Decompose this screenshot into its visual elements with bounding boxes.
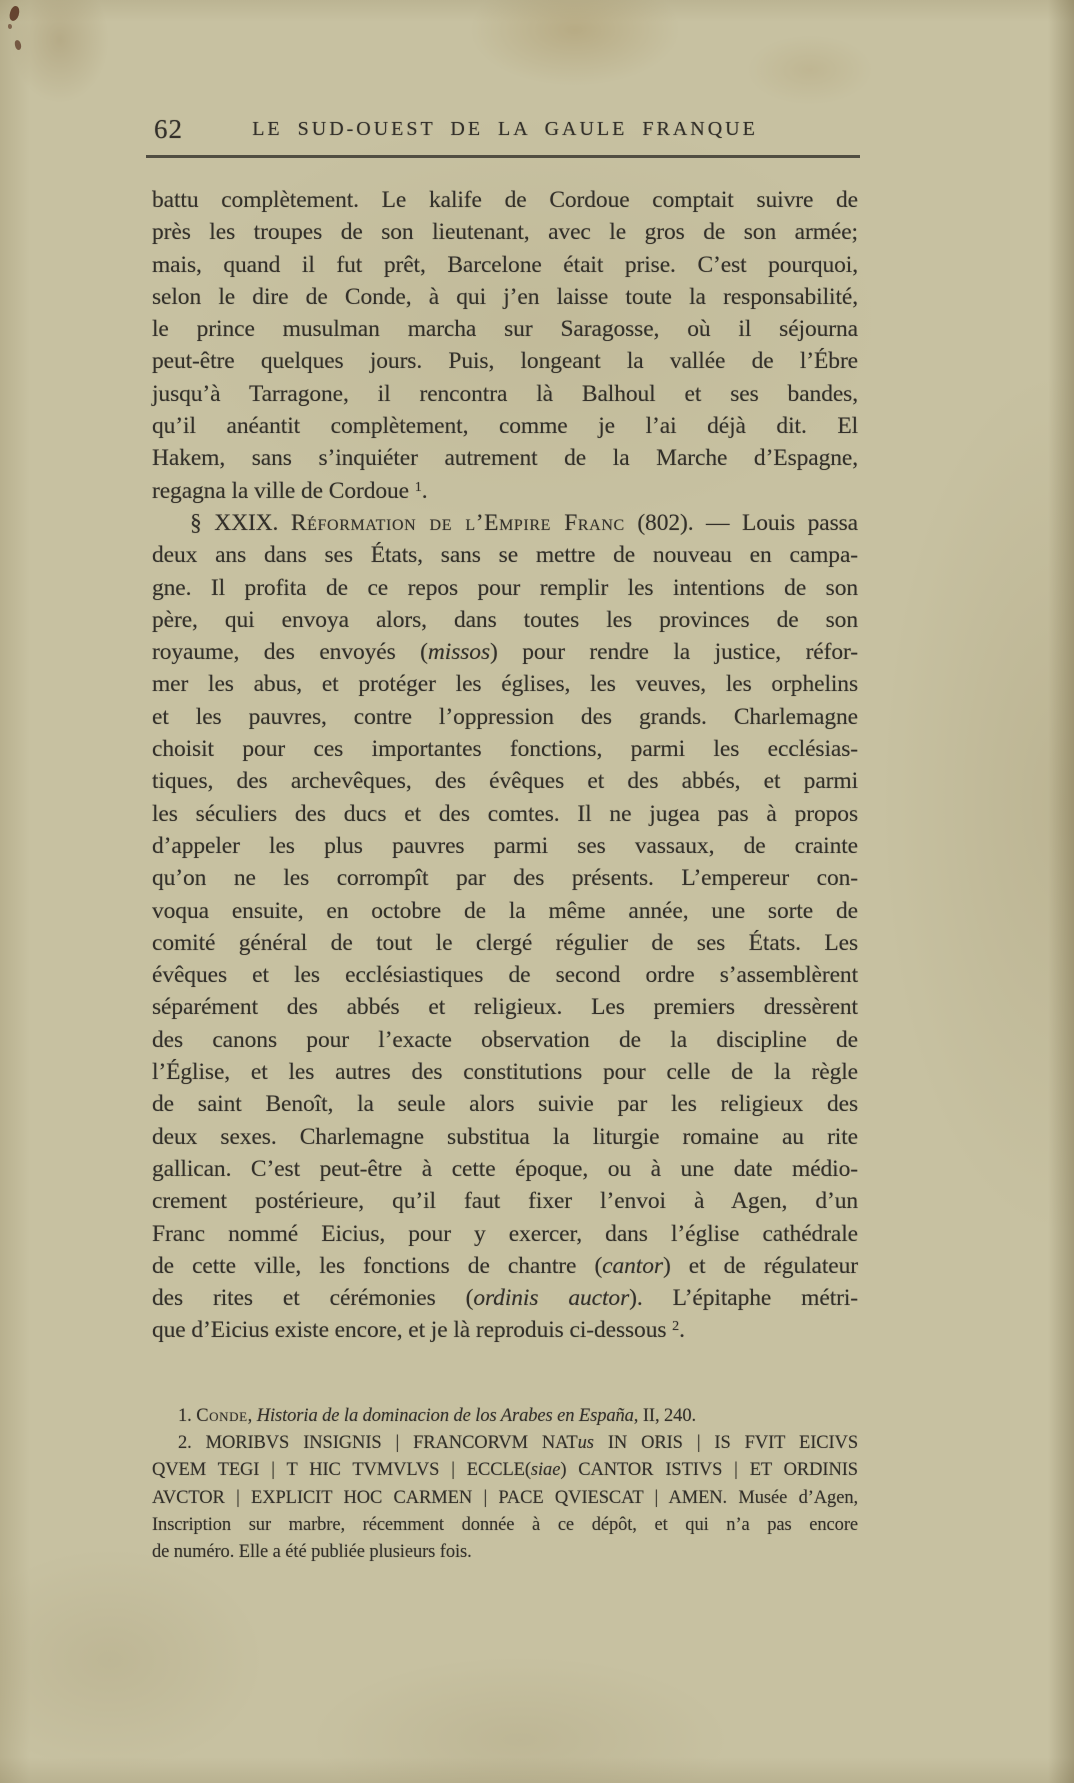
text-line: [152, 991, 858, 1023]
text-line: [152, 1088, 858, 1120]
text-segment: Inscription sur marbre, récemment donnée à ce dépôt, et qui n’a pas encore: [152, 1514, 858, 1535]
text-segment: 2. MORIBVS INSIGNIS | FRANCORVM NAT: [178, 1433, 578, 1454]
text-segment: père, qui envoya alors, dans toutes les provinces de son: [152, 606, 858, 633]
footnote-marker: 1: [414, 478, 422, 495]
paragraph-cordoue: [152, 184, 858, 507]
text-segment: ) pour rendre la justice, réfor-: [490, 639, 858, 666]
text-segment: (802). — Louis passa: [624, 509, 858, 536]
text-line: [152, 1512, 858, 1539]
footnote-2: [152, 1430, 858, 1566]
scan-artifact: [8, 24, 12, 29]
text-segment: de numéro. Elle a été publiée plusieurs fois.: [152, 1542, 472, 1563]
text-line: [152, 701, 858, 733]
text-segment: .: [679, 1317, 685, 1344]
text-segment: § XXIX.: [190, 509, 291, 536]
text-segment: d’appeler les plus pauvres parmi ses vassaux, de crainte: [152, 832, 858, 859]
text-segment: us: [577, 1433, 594, 1454]
page-number: 62: [154, 114, 183, 144]
text-line: [152, 184, 858, 216]
text-segment: , II, 240.: [633, 1406, 696, 1426]
text-segment: Historia de la dominacion de los Arabes en España: [256, 1406, 634, 1426]
text-segment: tiques, des archevêques, des évêques et des abbés, et parmi: [152, 768, 858, 795]
text-line: [152, 798, 858, 830]
text-line: [152, 733, 858, 765]
scan-artifact: [14, 39, 22, 50]
text-line: [152, 1457, 858, 1484]
text-line: [152, 1218, 858, 1250]
text-segment: ) CANTOR ISTIVS | ET ORDINIS: [560, 1460, 858, 1481]
footnote-1: [152, 1403, 858, 1430]
page-header: [152, 114, 858, 148]
text-line: [152, 862, 858, 894]
text-segment: de saint Benoît, la seule alors suivie par les religieux des: [152, 1091, 858, 1118]
text-segment: siae: [530, 1460, 561, 1481]
text-line: [152, 1485, 858, 1512]
text-line: [152, 1250, 858, 1282]
text-line: [152, 345, 858, 377]
running-title: LE SUD-OUEST DE LA GAULE FRANQUE: [252, 118, 758, 140]
text-segment: ,: [247, 1406, 257, 1426]
text-segment: Franc nommé Eicius, pour y exercer, dans l’église cathédrale: [152, 1220, 858, 1247]
paragraph-section-xxix: [152, 507, 858, 1347]
text-segment: des canons pour l’exacte observation de la discipline de: [152, 1026, 858, 1053]
text-segment: et les pauvres, contre l’oppression des grands. Charlemagne: [152, 703, 858, 730]
text-segment: cantor: [602, 1252, 663, 1279]
text-segment: .: [421, 477, 428, 504]
text-segment: les séculiers des ducs et des comtes. Il ne jugea pas à propos: [152, 800, 858, 827]
text-line: [152, 927, 858, 959]
text-line: [152, 895, 858, 927]
text-segment: Réformation de l’Empire Franc: [290, 509, 625, 536]
text-segment: qu’il anéantit complètement, comme je l’ai déjà dit. El: [152, 413, 858, 440]
text-line: [152, 830, 858, 862]
text-segment: voqua ensuite, en octobre de la même année, une sorte de: [152, 897, 858, 924]
text-block: [152, 184, 858, 1347]
text-line: [152, 1539, 858, 1566]
text-segment: gallican. C’est peut-être à cette époque, ou à une date médio-: [152, 1155, 858, 1182]
footnote-marker: 2: [672, 1318, 680, 1335]
text-segment: évêques et les ecclésiastiques de second ordre s’assemblèrent: [152, 962, 858, 989]
text-line: [152, 959, 858, 991]
text-segment: peut-être quelques jours. Puis, longeant la vallée de l’Ébre: [152, 348, 858, 375]
text-line: [152, 1403, 858, 1430]
text-segment: battu complètement. Le kalife de Cordoue comptait suivre de: [152, 187, 858, 213]
text-line: [152, 668, 858, 700]
text-segment: 1.: [178, 1406, 197, 1426]
text-line: [152, 572, 858, 604]
text-segment: de cette ville, les fonctions de chantre (: [152, 1252, 603, 1279]
text-line: [152, 1153, 858, 1185]
text-segment: AVCTOR | EXPLICIT HOC CARMEN | PACE QVIESCAT | AMEN. Musée d’Agen,: [152, 1487, 858, 1508]
text-segment: IN ORIS | IS FVIT EICIVS: [593, 1433, 859, 1454]
text-segment: selon le dire de Conde, à qui j’en laisse toute la responsabilité,: [152, 283, 858, 310]
text-segment: royaume, des envoyés (: [152, 639, 428, 666]
text-line: [152, 410, 858, 442]
text-line: [152, 507, 858, 539]
text-segment: l’Église, et les autres des constitutions pour celle de la règle: [152, 1059, 858, 1086]
text-line: [152, 604, 858, 636]
text-segment: choisit pour ces importantes fonctions, parmi les ecclésias-: [152, 736, 858, 763]
text-segment: deux sexes. Charlemagne substitua la liturgie romaine au rite: [152, 1123, 858, 1150]
text-segment: ordinis auctor: [473, 1285, 630, 1312]
text-segment: crement postérieure, qu’il faut fixer l’envoi à Agen, d’un: [152, 1188, 858, 1215]
text-line: [152, 1121, 858, 1153]
text-line: [152, 765, 858, 797]
text-line: [152, 216, 858, 248]
text-segment: mais, quand il fut prêt, Barcelone était prise. C’est pourquoi,: [152, 251, 858, 278]
text-segment: qu’on ne les corrompît par des présents. L’empereur con-: [152, 865, 858, 892]
text-line: [152, 1056, 858, 1088]
text-line: [152, 1024, 858, 1056]
text-segment: près les troupes de son lieutenant, avec le gros de son armée;: [152, 219, 858, 246]
text-line: [152, 442, 858, 474]
text-line: [152, 1185, 858, 1217]
text-segment: regagna la ville de Cordoue: [152, 477, 415, 504]
text-segment: QVEM TEGI | T HIC TVMVLVS | ECCLE(: [152, 1460, 531, 1481]
text-line: [152, 313, 858, 345]
text-segment: comité général de tout le clergé régulier de ses États. Les: [152, 929, 858, 956]
text-line: [152, 475, 858, 507]
text-segment: que d’Eicius existe encore, et je là reproduis ci-dessous: [152, 1317, 673, 1344]
scan-artifact: [8, 5, 21, 22]
text-line: [152, 1314, 858, 1346]
footnotes: [152, 1403, 858, 1566]
text-segment: Conde: [196, 1406, 248, 1426]
text-segment: missos: [427, 639, 490, 666]
text-segment: ) et de régulateur: [662, 1252, 858, 1279]
text-line: [152, 378, 858, 410]
text-segment: deux ans dans ses États, sans se mettre de nouveau en campa-: [152, 542, 858, 569]
text-line: [152, 1430, 858, 1457]
text-line: [152, 636, 858, 668]
text-segment: Hakem, sans s’inquiéter autrement de la Marche d’Espagne,: [152, 445, 858, 472]
text-line: [152, 539, 858, 571]
text-segment: jusqu’à Tarragone, il rencontra là Balhoul et ses bandes,: [152, 380, 858, 407]
header-rule: [146, 155, 860, 158]
text-line: [152, 1282, 858, 1314]
text-line: [152, 281, 858, 313]
text-segment: mer les abus, et protéger les églises, les veuves, les orphelins: [152, 671, 858, 698]
text-segment: gne. Il profita de ce repos pour remplir les intentions de son: [152, 574, 858, 601]
text-line: [152, 249, 858, 281]
text-segment: des rites et cérémonies (: [152, 1285, 474, 1312]
text-segment: ). L’épitaphe métri-: [629, 1285, 859, 1312]
text-segment: séparément des abbés et religieux. Les premiers dressèrent: [152, 994, 858, 1021]
text-segment: le prince musulman marcha sur Saragosse, où il séjourna: [152, 316, 858, 343]
